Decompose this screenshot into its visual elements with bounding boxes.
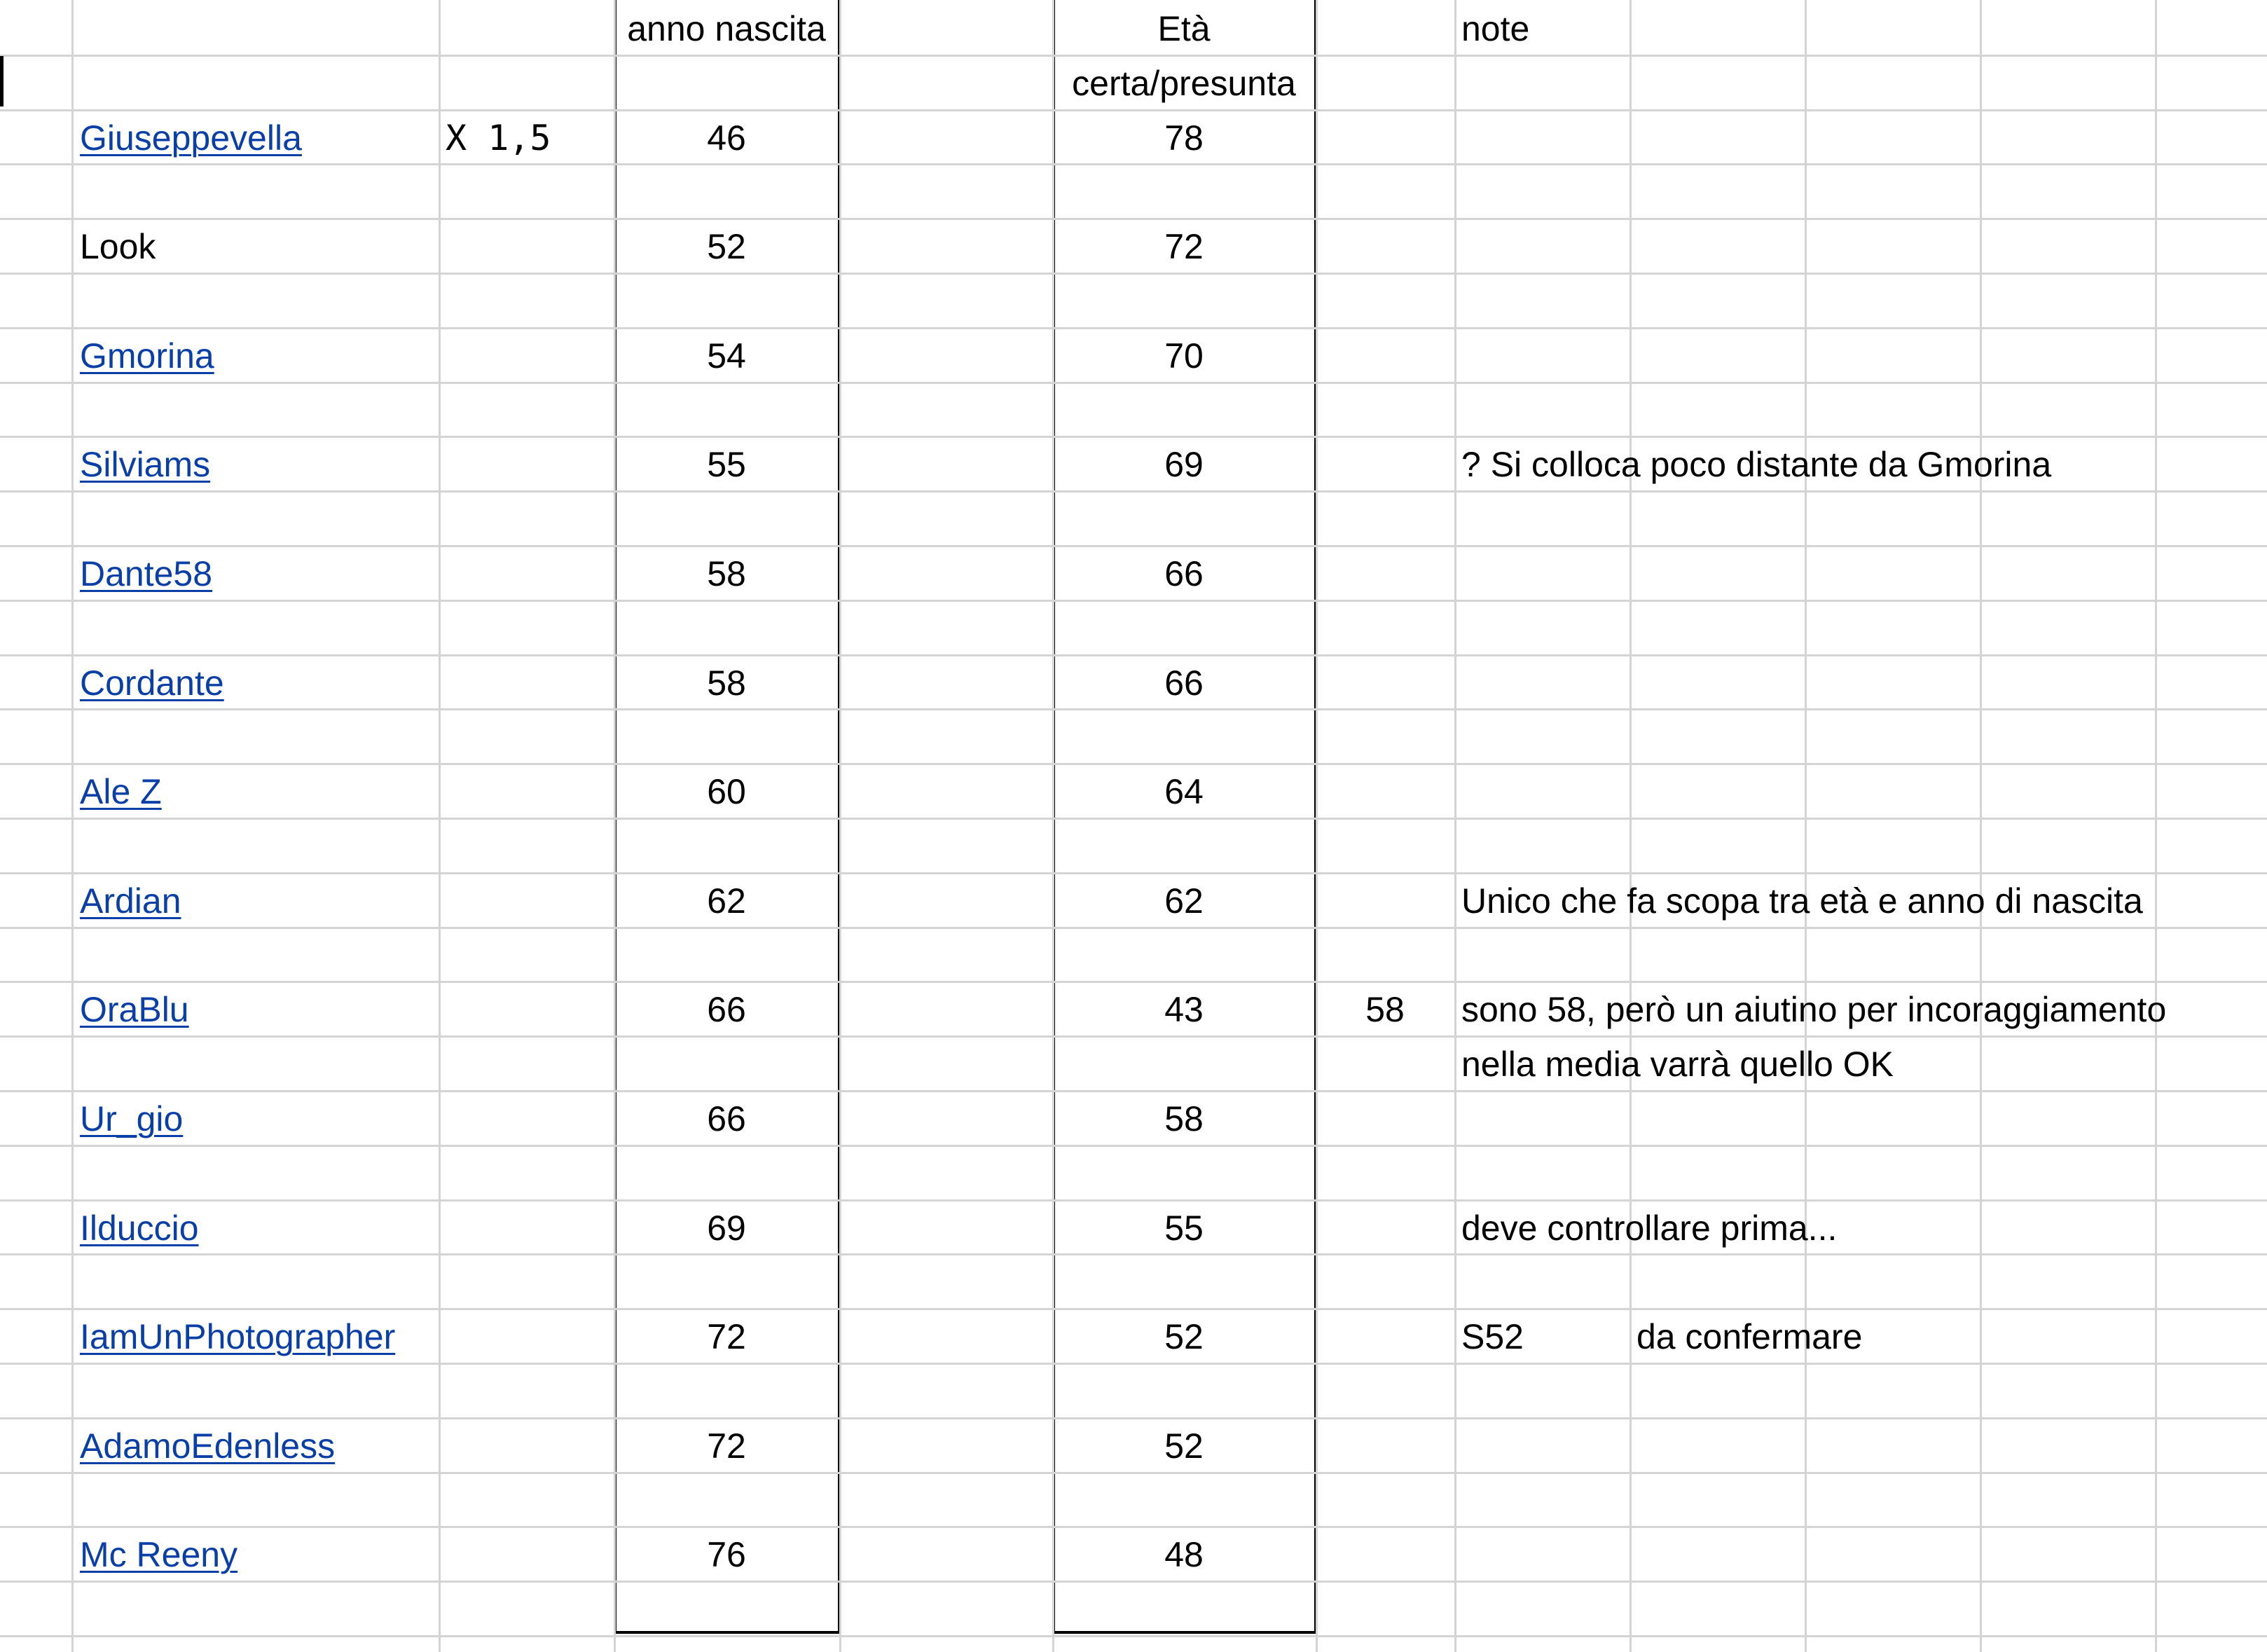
user-link[interactable]: Cordante: [80, 663, 224, 703]
user-link[interactable]: OraBlu: [80, 990, 189, 1029]
user-name[interactable]: Look: [80, 227, 156, 266]
anno-nascita-cell[interactable]: 58: [707, 663, 746, 703]
anno-nascita-cell[interactable]: 76: [707, 1535, 746, 1574]
eta-cell[interactable]: 69: [1164, 445, 1204, 484]
user-link[interactable]: Ale Z: [80, 772, 162, 811]
anno-nascita-cell[interactable]: 66: [707, 990, 746, 1029]
header-eta-line1[interactable]: Età: [1157, 9, 1211, 48]
eta-cell[interactable]: 78: [1164, 118, 1204, 158]
note-extra-cell[interactable]: da confermare: [1636, 1317, 1863, 1356]
alt-eta-cell[interactable]: 58: [1365, 990, 1405, 1029]
column-border: [614, 1631, 841, 1634]
gridline-vertical: [1805, 0, 1807, 1652]
eta-cell[interactable]: 62: [1164, 881, 1204, 921]
eta-cell[interactable]: 52: [1164, 1426, 1204, 1466]
column-border: [1052, 1631, 1317, 1634]
eta-cell[interactable]: 66: [1164, 554, 1204, 593]
anno-nascita-cell[interactable]: 69: [707, 1209, 746, 1248]
gridline-horizontal: [0, 1635, 2267, 1637]
gridline-vertical: [839, 0, 841, 1652]
anno-nascita-cell[interactable]: 46: [707, 118, 746, 158]
user-link[interactable]: Gmorina: [80, 336, 214, 376]
user-link[interactable]: IamUnPhotographer: [80, 1317, 396, 1356]
header-note[interactable]: note: [1461, 9, 1530, 48]
gridline-vertical: [2155, 0, 2157, 1652]
eta-cell[interactable]: 66: [1164, 663, 1204, 703]
eta-cell[interactable]: 72: [1164, 227, 1204, 266]
eta-cell[interactable]: 43: [1164, 990, 1204, 1029]
anno-nascita-cell[interactable]: 54: [707, 336, 746, 376]
gridline-vertical: [71, 0, 74, 1652]
eta-cell[interactable]: 64: [1164, 772, 1204, 811]
anno-nascita-cell[interactable]: 52: [707, 227, 746, 266]
user-link[interactable]: Dante58: [80, 554, 213, 593]
note-cell[interactable]: S52: [1461, 1317, 1524, 1356]
eta-cell[interactable]: 70: [1164, 336, 1204, 376]
note-cell[interactable]: sono 58, però un aiutino per incoraggiamento: [1461, 990, 2167, 1029]
anno-nascita-cell[interactable]: 72: [707, 1426, 746, 1466]
eta-cell[interactable]: 52: [1164, 1317, 1204, 1356]
user-link[interactable]: Mc Reeny: [80, 1535, 238, 1574]
gridline-vertical: [439, 0, 441, 1652]
user-link[interactable]: Ur_gio: [80, 1099, 184, 1138]
gridline-vertical: [1629, 0, 1632, 1652]
note-cell[interactable]: ? Si colloca poco distante da Gmorina: [1461, 445, 2052, 484]
user-link[interactable]: Giuseppevella: [80, 118, 302, 158]
cell-cursor: [0, 56, 4, 106]
user-link[interactable]: Ardian: [80, 881, 181, 921]
user-link[interactable]: Ilduccio: [80, 1209, 199, 1248]
note-cell[interactable]: deve controllare prima...: [1461, 1209, 1838, 1248]
eta-cell[interactable]: 55: [1164, 1209, 1204, 1248]
gridline-vertical: [1316, 0, 1318, 1652]
anno-nascita-cell[interactable]: 66: [707, 1099, 746, 1138]
header-anno-nascita[interactable]: anno nascita: [627, 9, 826, 48]
anno-nascita-cell[interactable]: 58: [707, 554, 746, 593]
gridline-vertical: [1980, 0, 1982, 1652]
gridline-vertical: [1454, 0, 1456, 1652]
header-eta-line2[interactable]: certa/presunta: [1072, 64, 1296, 103]
anno-nascita-cell[interactable]: 72: [707, 1317, 746, 1356]
multiplier-cell[interactable]: X 1,5: [446, 118, 551, 158]
anno-nascita-cell[interactable]: 62: [707, 881, 746, 921]
note-cell[interactable]: Unico che fa scopa tra età e anno di nascita: [1461, 881, 2143, 921]
anno-nascita-cell[interactable]: 55: [707, 445, 746, 484]
anno-nascita-cell[interactable]: 60: [707, 772, 746, 811]
eta-cell[interactable]: 48: [1164, 1535, 1204, 1574]
user-link[interactable]: AdamoEdenless: [80, 1426, 336, 1466]
eta-cell[interactable]: 58: [1164, 1099, 1204, 1138]
note-cell-continued[interactable]: nella media varrà quello OK: [1461, 1045, 1894, 1084]
user-link[interactable]: Silviams: [80, 445, 211, 484]
